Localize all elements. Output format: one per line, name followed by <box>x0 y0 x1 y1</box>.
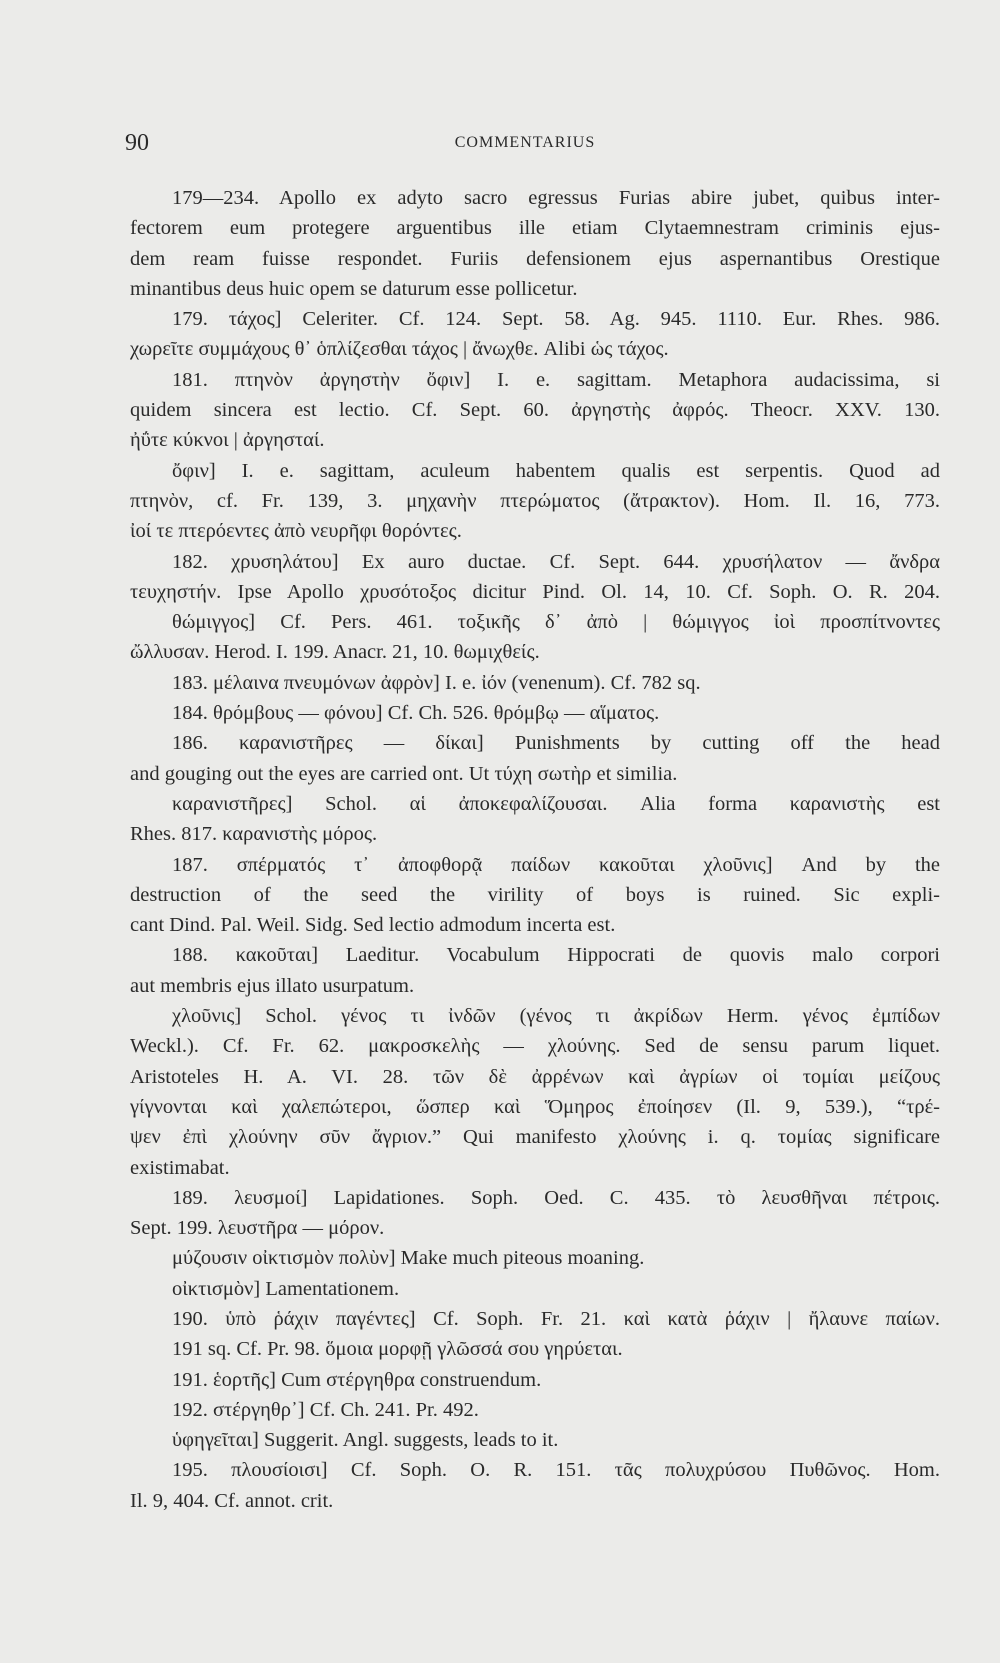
text-line: Rhes. 817. καρανιστὴς μόρος. <box>130 823 378 846</box>
text-line: 181. πτηνὸν ἀργηστὴν ὄφιν] I. e. sagittam. Metaphora audacissima, si <box>172 368 940 391</box>
page-number: 90 <box>125 130 149 156</box>
text-line: existimabat. <box>130 1156 230 1179</box>
text-line: ἰοί τε πτερόεντες ἀπὸ νευρῆφι θορόντες. <box>130 520 462 543</box>
text-line: ψεν ἐπὶ χλούνην σῦν ἄγριον.” Qui manifesto χλούνης i. q. τομίας significare <box>130 1126 940 1149</box>
text-line: 191 sq. Cf. Pr. 98. ὅμοια μορφῇ γλῶσσά σου γηρύεται. <box>172 1338 623 1361</box>
text-line: μύζουσιν οἰκτισμὸν πολὺν] Make much piteous moaning. <box>172 1247 645 1270</box>
text-line: destruction of the seed the virility of boys is ruined. Sic expli- <box>130 883 940 906</box>
text-line: Aristoteles H. A. VI. 28. τῶν δὲ ἀρρένων καὶ ἀγρίων οἱ τομίαι μείζους <box>130 1065 940 1088</box>
text-line: cant Dind. Pal. Weil. Sidg. Sed lectio admodum incerta est. <box>130 914 616 937</box>
text-line: quidem sincera est lectio. Cf. Sept. 60. ἀργηστὴς ἀφρός. Theocr. XXV. 130. <box>130 399 940 422</box>
text-line: 192. στέργηθρ᾽] Cf. Ch. 241. Pr. 492. <box>172 1398 479 1421</box>
text-line: Sept. 199. λευστῆρα — μόρον. <box>130 1217 385 1240</box>
text-line: 191. ἑορτῆς] Cum στέργηθρα construendum. <box>172 1368 542 1391</box>
text-line: 183. μέλαινα πνευμόνων ἀφρὸν] I. e. ἰόν (venenum). Cf. 782 sq. <box>172 671 701 694</box>
text-line: aut membris ejus illato usurpatum. <box>130 974 415 997</box>
text-line: τευχηστήν. Ipse Apollo χρυσότοξος dicitur Pind. Ol. 14, 10. Cf. Soph. O. R. 204. <box>130 580 940 603</box>
text-line: 186. καρανιστῆρες — δίκαι] Punishments by cutting off the head <box>172 732 940 755</box>
text-line: πτηνὸν, cf. Fr. 139, 3. μηχανὴν πτερώματος (ἄτρακτον). Hom. Il. 16, 773. <box>130 489 940 512</box>
text-line: 179—234. Apollo ex adyto sacro egressus Furias abire jubet, quibus inter- <box>172 187 940 209</box>
text-line: dem ream fuisse respondet. Furiis defensionem ejus aspernantibus Orestique <box>130 247 940 270</box>
text-line: ἠΰτε κύκνοι | ἀργησταί. <box>130 429 325 452</box>
text-line: fectorem eum protegere arguentibus ille etiam Clytaemnestram criminis ejus- <box>130 217 940 240</box>
page-header <box>125 130 925 164</box>
text-line: 190. ὑπὸ ῥάχιν παγέντες] Cf. Soph. Fr. 21. καὶ κατὰ ῥάχιν | ἤλαυνε παίων. <box>172 1307 940 1330</box>
text-line: χωρεῖτε συμμάχους θ᾽ ὁπλίζεσθαι τάχος | ἄνωχθε. Alibi ὡς τάχος. <box>130 338 669 361</box>
text-line: 188. κακοῦται] Laeditur. Vocabulum Hippocrati de quovis malo corpori <box>172 944 940 967</box>
text-line: minantibus deus huic opem se daturum esse pollicetur. <box>130 277 578 300</box>
text-line: 182. χρυσηλάτου] Ex auro ductae. Cf. Sept. 644. χρυσήλατον — ἄνδρα <box>172 550 940 573</box>
text-line: 184. θρόμβους — φόνου] Cf. Ch. 526. θρόμβῳ — αἵματος. <box>172 702 660 725</box>
text-line: ὤλλυσαν. Herod. I. 199. Anacr. 21, 10. θωμιχθείς. <box>130 641 540 664</box>
text-line: 189. λευσμοί] Lapidationes. Soph. Oed. C. 435. τὸ λευσθῆναι πέτροις. <box>172 1186 940 1209</box>
text-line: and gouging out the eyes are carried ont. Ut τύχη σωτὴρ et similia. <box>130 762 678 785</box>
text-line: οἰκτισμὸν] Lamentationem. <box>172 1277 400 1300</box>
text-line: 179. τάχος] Celeriter. Cf. 124. Sept. 58. Ag. 945. 1110. Eur. Rhes. 986. <box>172 308 940 331</box>
text-line: ὄφιν] I. e. sagittam, aculeum habentem qualis est serpentis. Quod ad <box>172 459 940 482</box>
text-line: καρανιστῆρες] Schol. αἱ ἀποκεφαλίζουσαι. Alia forma καρανιστὴς est <box>172 792 940 815</box>
text-line: θώμιγγος] Cf. Pers. 461. τοξικῆς δ᾽ ἀπὸ | θώμιγγος ἰοὶ προσπίτνοντες <box>172 611 940 634</box>
commentary-text <box>130 183 940 1516</box>
running-head: COMMENTARIUS <box>454 134 596 151</box>
text-line: ὑφηγεῖται] Suggerit. Angl. suggests, leads to it. <box>172 1429 559 1452</box>
text-line: 187. σπέρματός τ᾽ ἀποφθορᾷ παίδων κακοῦται χλοῦνις] And by the <box>172 853 940 876</box>
text-line: Weckl.). Cf. Fr. 62. μακροσκελὴς — χλούνης. Sed de sensu parum liquet. <box>130 1035 940 1058</box>
text-line: Il. 9, 404. Cf. annot. crit. <box>130 1489 334 1512</box>
text-line: 195. πλουσίοισι] Cf. Soph. O. R. 151. τᾶς πολυχρύσου Πυθῶνος. Hom. <box>172 1459 940 1482</box>
text-line: χλοῦνις] Schol. γένος τι ἰνδῶν (γένος τι ἀκρίδων Herm. γένος ἐμπίδων <box>172 1005 940 1028</box>
text-line: γίγνονται καὶ χαλεπώτεροι, ὥσπερ καὶ Ὅμηρος ἐποίησεν (Il. 9, 539.), “τρέ- <box>130 1095 940 1118</box>
